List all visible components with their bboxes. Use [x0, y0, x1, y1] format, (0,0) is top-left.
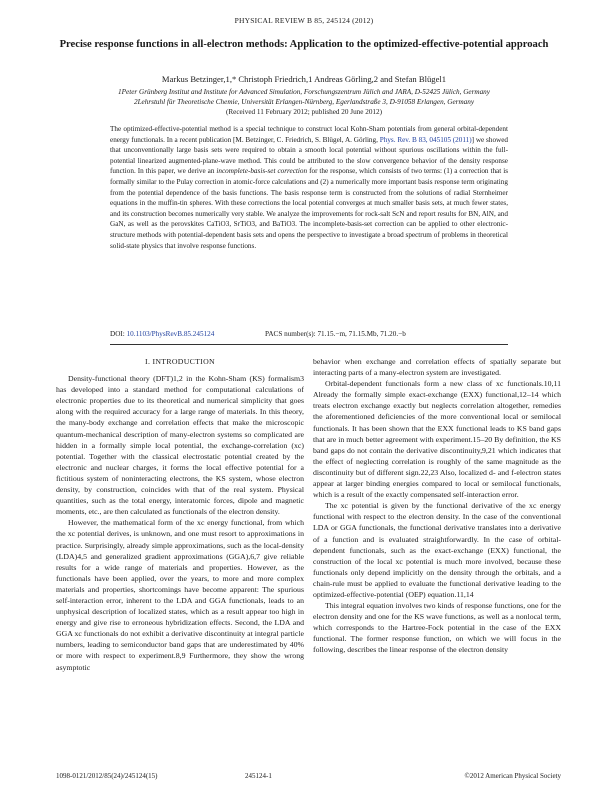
affiliation-1: 1Peter Grünberg Institut and Institute for Advanced Simulation, Forschungszentrum Jülich and JARA, D-52425 Jülich, Germany: [118, 88, 490, 96]
paragraph: This integral equation involves two kinds of response functions, one for the electron density and one for the KS wave functions, as well as a nonlocal term, which corresponds to the Hartree-Fock potential in the case of the EXX functional. The former response function, on which we will focus in the following, describes the linear response of the electron density: [313, 601, 561, 655]
section-heading: I. INTRODUCTION: [145, 357, 215, 366]
received-dates: (Received 11 February 2012; published 20 June 2012): [225, 108, 383, 116]
abstract-text-1: The optimized-effective-potential method is a special technique to construct local Kohn-Sham potentials from general orbital-dependent energy functionals. In a recent publication [M. Betzinger, C. Friedrich, S. Blügel, A. Görling,: [110, 125, 508, 144]
left-column: [56, 356, 304, 673]
footer-issn: 1098-0121/2012/85(24)/245124(15): [56, 772, 158, 780]
footer-copyright: ©2012 American Physical Society: [464, 772, 561, 780]
doi-label: DOI:: [110, 330, 127, 338]
abstract: [110, 124, 508, 251]
pacs-numbers: PACS number(s): 71.15.−m, 71.15.Mb, 71.20.−b: [265, 330, 406, 338]
abstract-text-2: ] we showed that unconventionally large basis sets were required to obtain a smooth local potential without spurious oscillations within the full-potential linearized augmented-plane-wave method. This could be attributed to the slow convergence behavior of the density response function. In this paper, we derive an: [110, 135, 509, 176]
affiliation-2: 2Lehrstuhl für Theoretische Chemie, Universität Erlangen-Nürnberg, Egerlandstraße 3, D-91058 Erlangen, Germany: [133, 98, 475, 106]
paragraph: Orbital-dependent functionals form a new class of xc functionals.10,11 Already the formally simple exact-exchange (EXX) functional,12–14 which treats electron exchange exactly but neglects correlation altogether, remedies the aforementioned deficiencies of the more conventional local or semilocal functionals. It has been shown that the EXX functional leads to KS band gaps that are in much better agreement with experiment.15–20 By definition, the KS band gaps do not contain the derivative discontinuity,9,21 which indicates that the effect of neglecting correlation is roughly of the same magnitude as the discontinuity but of different sign.22,23 Also, localized d- and f-electron states appear at larger binding energies compared to local or semilocal functionals, which is a result of the exactly compensated self-interaction error.: [313, 379, 561, 500]
right-column: [313, 356, 561, 656]
abstract-italic-term: incomplete-basis-set correction: [216, 167, 308, 176]
doi: [110, 330, 214, 338]
paragraph: Density-functional theory (DFT)1,2 in the Kohn-Sham (KS) formalism3 has developed into a standard method for computational calculations of electronic properties due to its theoretical and numerical simplicity that goes along with the required accuracy for a large range of materials. In this theory, the many-body exchange and correlation effects that make the microscopic quantum-mechanical description of many-electron systems so complicated are hidden in a formally simple local potential, the exchange-correlation (xc) potential. Together with the classical electrostatic potential created by the electronic and nuclear charges, it forms the local effective potential for a fictitious system of noninteracting electrons, the KS system, whose electron density, by construction, coincides with that of the real system. Physical quantities, such as the total energy, interatomic forces, dipole and magnetic moments, etc., are then calculated as functionals of the electron density.: [56, 374, 304, 517]
abstract-divider: [110, 344, 508, 345]
footer-page-number: 245124-1: [245, 772, 272, 780]
paper-title: Precise response functions in all-electron methods: Application to the optimized-effective-potential approach: [59, 39, 549, 50]
reference-link[interactable]: Phys. Rev. B 83, 045105 (2011): [379, 135, 472, 144]
doi-link[interactable]: 10.1103/PhysRevB.85.245124: [126, 330, 215, 338]
author-list: Markus Betzinger,1,* Christoph Friedrich,1 Andreas Görling,2 and Stefan Blügel1: [161, 74, 447, 84]
journal-header: PHYSICAL REVIEW B 85, 245124 (2012): [234, 16, 374, 25]
abstract-text-3: for the response, which consists of two terms: (1) a correction that is formally similar to the Pulay correction in atomic-force calculations and (2) a numerically more important basis response term originating from the potential dependence of the basis functions. The basis response term is constructed from the solutions of radial Sternheimer equations in the muffin-tin spheres. With these corrections the local potential converges at much smaller basis sets, at much fewer states, and its construction becomes numerically very stable. We analyze the improvements for rock-salt ScN and report results for BN, AlN, and GaN, as well as the perovskites CaTiO3, SrTiO3, and BaTiO3. The incomplete-basis-set correction can be applied to other electronic-structure methods with potential-dependent basis sets and opens the perspective to investigate a broad spectrum of problems in theoretical solid-state physics that involve response functions.: [110, 167, 508, 250]
paragraph: However, the mathematical form of the xc energy functional, from which the xc potential derives, is unknown, and one must resort to approximations in practice. Surprisingly, already simple approximations, such as the local-density (LDA)4,5 and generalized gradient approximations (GGA),6,7 give reliable results for a wide range of materials and properties. However, as the functionals have been applied, over the years, to more and more complex materials and properties, shortcomings have become apparent: The spurious self-interaction error, inherent to the LDA and GGA functionals, leads to an unphysical description of localized states, which as a result appear too high in energy and give rise to erroneous hybridization effects. Second, the LDA and GGA xc functionals do not exhibit a derivative discontinuity at integral particle numbers, leading to semiconductor band gaps that are underestimated by 40% or more with respect to experiment.8,9 Furthermore, they show the wrong asymptotic: [56, 518, 304, 672]
paragraph: The xc potential is given by the functional derivative of the xc energy functional with respect to the electron density. In the case of the conventional LDA or GGA functionals, the functional derivative translates into a derivative of a function and is evaluated straightforwardly. In the case of orbital-dependent functionals, such as the exact-exchange (EXX) functional, the construction of the local xc potential is much more involved, because these functionals only depend implicitly on the density through the orbitals, and a chain-rule must be applied to evaluate the functional derivative leading to the optimized-effective-potential (OEP) equation.11,14: [313, 501, 561, 599]
paragraph: behavior when exchange and correlation effects of spatially separate but interacting parts of a many-electron system are investigated.: [313, 357, 561, 378]
